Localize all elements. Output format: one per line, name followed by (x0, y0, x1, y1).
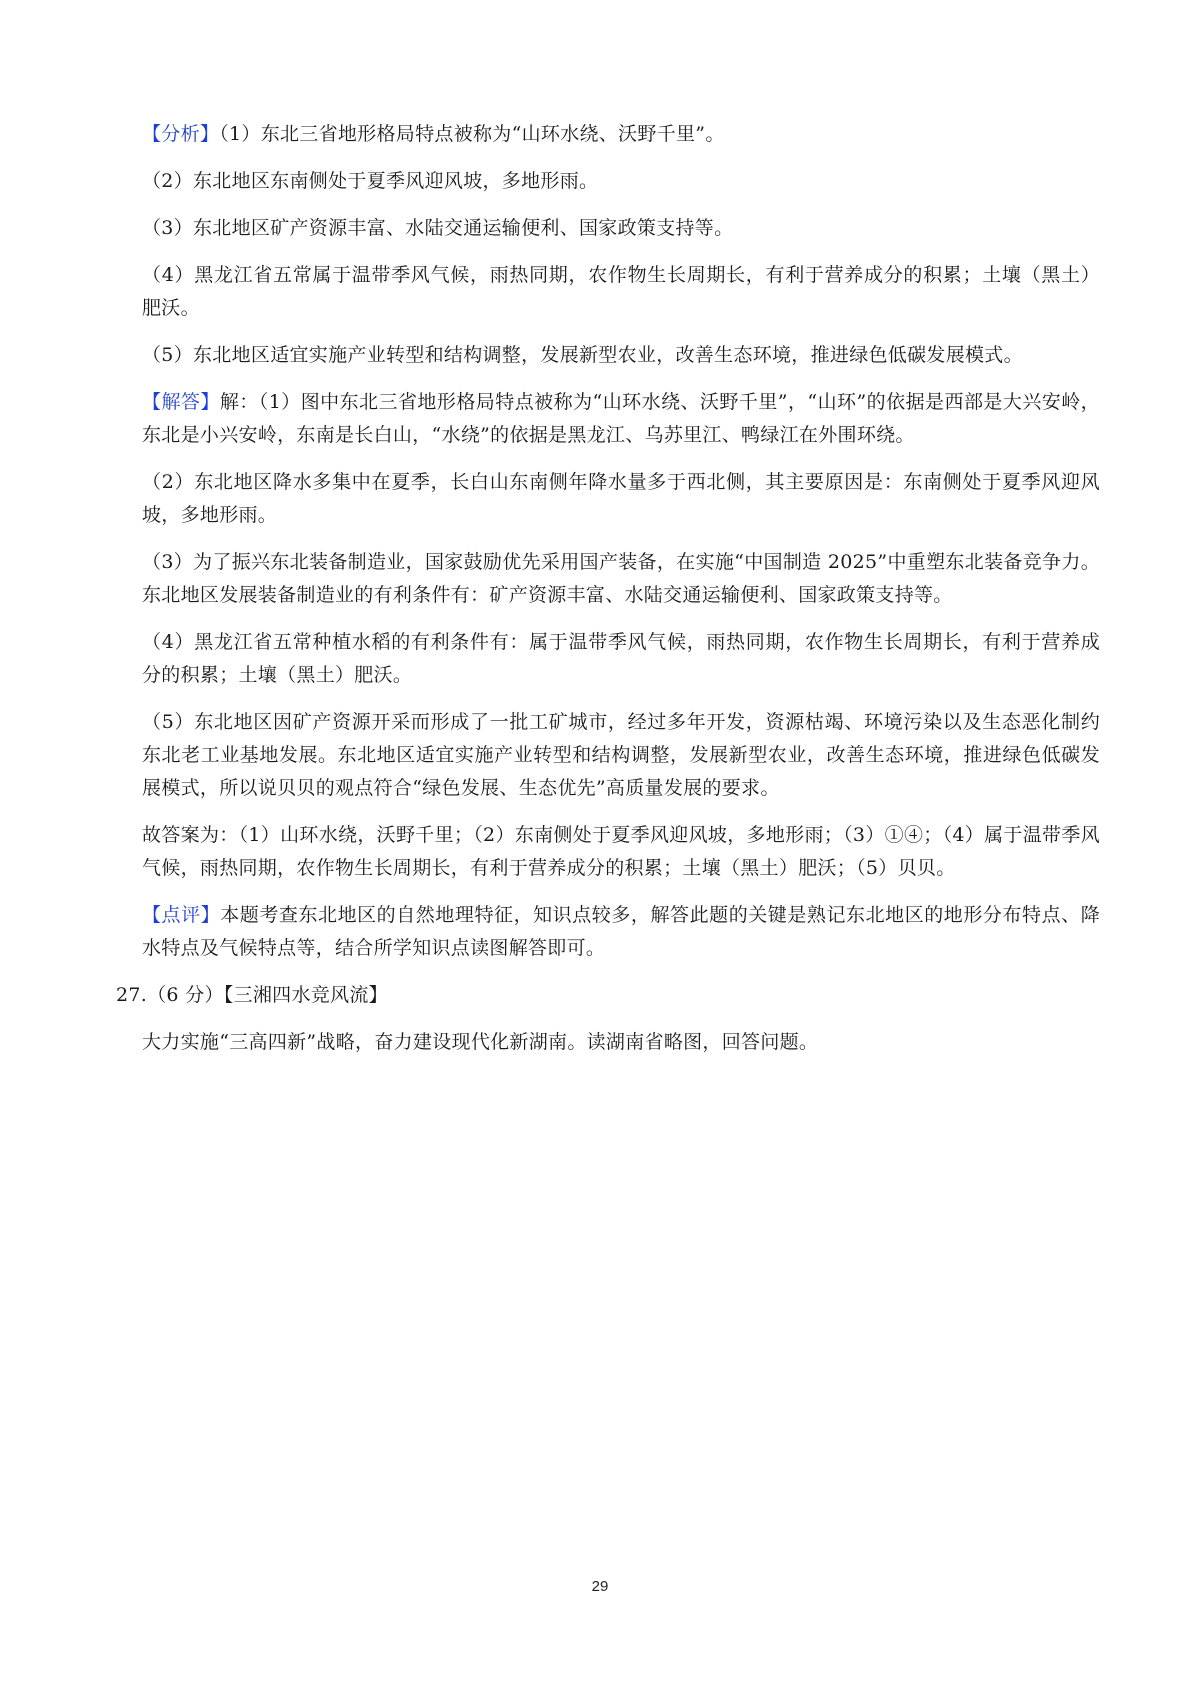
question-27-heading (116, 979, 1100, 1012)
question-number: 27. (116, 984, 148, 1006)
answer-paragraph-3: （3）为了振兴东北装备制造业，国家鼓励优先采用国产装备，在实施“中国制造 2025”中重塑东北装备竞争力。东北地区发展装备制造业的有利条件有：矿产资源丰富、水陆交通运输便利、国家政策支持等。 (142, 551, 1100, 606)
analysis-tag: 【分析】 (142, 123, 220, 145)
answer-paragraph-5: （5）东北地区因矿产资源开采而形成了一批工矿城市，经过多年开发，资源枯竭、环境污染以及生态恶化制约东北老工业基地发展。东北地区适宜实施产业转型和结构调整，发展新型农业，改善生态环境，推进绿色低碳发展模式，所以说贝贝的观点符合“绿色发展、生态优先”高质量发展的要求。 (142, 711, 1100, 799)
analysis-paragraph-3: （3）东北地区矿产资源丰富、水陆交通运输便利、国家政策支持等。 (142, 217, 734, 239)
question-title: 【三湘四水竞风流】 (223, 984, 388, 1006)
answer-paragraph-2: （2）东北地区降水多集中在夏季，长白山东南侧年降水量多于西北侧，其主要原因是：东南侧处于夏季风迎风坡，多地形雨。 (142, 471, 1100, 526)
analysis-paragraph-5: （5）东北地区适宜实施产业转型和结构调整，发展新型农业，改善生态环境，推进绿色低碳发展模式。 (142, 344, 1023, 366)
question-score: （6 分） (147, 984, 224, 1006)
answer-text-1: 解：（1）图中东北三省地形格局特点被称为“山环水绕、沃野千里”，“山环”的依据是西部是大兴安岭，东北是小兴安岭，东南是长白山，“水绕”的依据是黑龙江、乌苏里江、鸭绿江在外围环绕。 (142, 391, 1100, 446)
analysis-text-1: （1）东北三省地形格局特点被称为“山环水绕、沃野千里”。 (219, 123, 725, 145)
analysis-paragraph-4: （4）黑龙江省五常属于温带季风气候，雨热同期，农作物生长周期长，有利于营养成分的积累；土壤（黑土）肥沃。 (142, 264, 1100, 319)
question-27-stem: 大力实施“三高四新”战略，奋力建设现代化新湖南。读湖南省略图，回答问题。 (142, 1031, 819, 1053)
page-content (116, 118, 1100, 1073)
page-number: 29 (591, 1578, 609, 1595)
answer-summary: 故答案为：（1）山环水绕，沃野千里；（2）东南侧处于夏季风迎风坡，多地形雨；（3）①④；（4）属于温带季风气候，雨热同期，农作物生长周期长，有利于营养成分的积累；土壤（黑土）肥沃；（5）贝贝。 (142, 824, 1100, 879)
answer-paragraph-4: （4）黑龙江省五常种植水稻的有利条件有：属于温带季风气候，雨热同期，农作物生长周期长，有利于营养成分的积累；土壤（黑土）肥沃。 (142, 631, 1100, 686)
answer-tag: 【解答】 (142, 391, 220, 413)
analysis-paragraph-2: （2）东北地区东南侧处于夏季风迎风坡，多地形雨。 (142, 170, 599, 192)
comment-text: 本题考查东北地区的自然地理特征，知识点较多，解答此题的关键是熟记东北地区的地形分布特点、降水特点及气候特点等，结合所学知识点读图解答即可。 (142, 904, 1100, 959)
comment-paragraph (142, 899, 1100, 965)
answer-paragraph-1 (142, 386, 1100, 452)
analysis-paragraph-1 (142, 118, 1100, 151)
comment-tag: 【点评】 (142, 904, 221, 926)
